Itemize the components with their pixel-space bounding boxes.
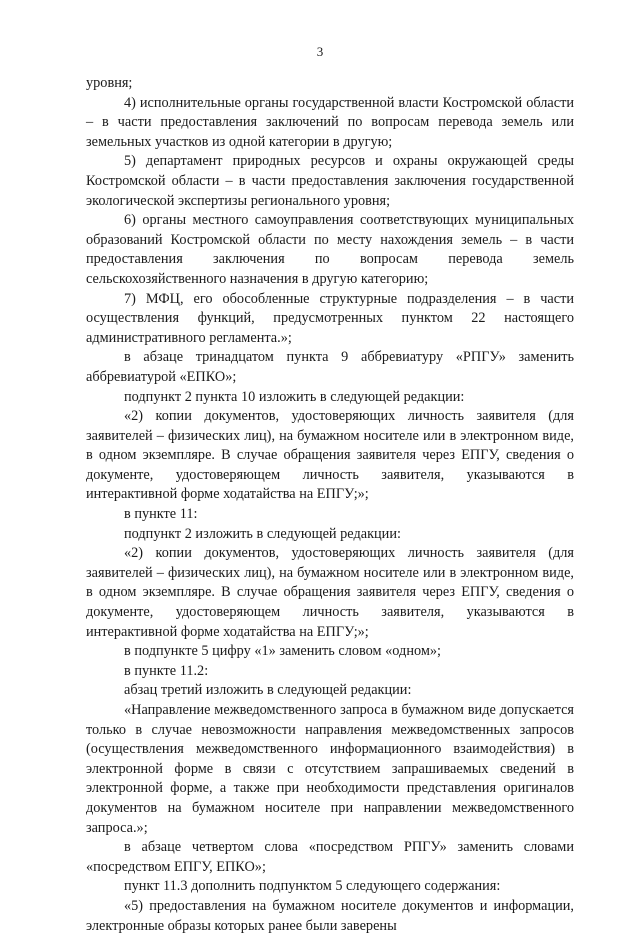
- paragraph: подпункт 2 изложить в следующей редакции:: [124, 525, 401, 542]
- paragraph: «2) копии документов, удостоверяющих личность заявителя (для заявителей – физических лиц), на бумажном носителе или в электронном виде, в одном экземпляре. В случае обращения заявителя через ЕПГУ, сведения о документе, удостоверяющем личность заявителя, указываются в интерактивной форме ходатайства на ЕПГУ;»;: [86, 545, 574, 640]
- paragraph: в пункте 11.2:: [124, 662, 209, 679]
- paragraph: в абзаце тринадцатом пункта 9 аббревиатуру «РПГУ» заменить аббревиатурой «ЕПКО»;: [86, 349, 574, 385]
- paragraph: абзац третий изложить в следующей редакции:: [124, 682, 412, 699]
- paragraph: 7) МФЦ, его обособленные структурные подразделения – в части осуществления функций, предусмотренных пунктом 22 настоящего административного регламента.»;: [86, 290, 574, 346]
- paragraph: подпункт 2 пункта 10 изложить в следующей редакции:: [124, 388, 465, 405]
- document-body: [86, 74, 574, 936]
- paragraph: в абзаце четвертом слова «посредством РПГУ» заменить словами «посредством ЕПГУ, ЕПКО»;: [86, 839, 574, 875]
- paragraph: в подпункте 5 цифру «1» заменить словом «одном»;: [124, 643, 442, 660]
- paragraph: «5) предоставления на бумажном носителе документов и информации, электронные образы которых ранее были заверены: [86, 897, 574, 934]
- page-number: 3: [316, 44, 324, 59]
- paragraph: в пункте 11:: [124, 506, 198, 523]
- paragraph: 5) департамент природных ресурсов и охраны окружающей среды Костромской области – в части предоставления заключения государственной экологической экспертизы регионального уровня;: [86, 153, 574, 209]
- paragraph: «Направление межведомственного запроса в бумажном виде допускается только в случае невозможности направления межведомственных запросов (осуществления межведомственного информационного взаимодействия) в электронной форме в связи с отсутствием запрашиваемых сведений в электронной форме, а также при необходимости представления оригиналов документов на бумажном носителе при направлении межведомственного запроса.»;: [86, 702, 574, 836]
- paragraph: уровня;: [86, 75, 133, 91]
- paragraph: 6) органы местного самоуправления соответствующих муниципальных образований Костромской области по месту нахождения земель – в части предоставления заключения по вопросам перевода земель сельскохозяйственного назначения в другую категорию;: [86, 212, 574, 287]
- paragraph: 4) исполнительные органы государственной власти Костромской области – в части предоставления заключений по вопросам перевода земель или земельных участков из одной категории в другую;: [86, 94, 574, 150]
- paragraph: пункт 11.3 дополнить подпунктом 5 следующего содержания:: [124, 878, 501, 895]
- paragraph: «2) копии документов, удостоверяющих личность заявителя (для заявителей – физических лиц), на бумажном носителе или в электронном виде, в одном экземпляре. В случае обращения заявителя через ЕПГУ, сведения о документе, удостоверяющем личность заявителя, указываются в интерактивной форме ходатайства на ЕПГУ;»;: [86, 408, 574, 503]
